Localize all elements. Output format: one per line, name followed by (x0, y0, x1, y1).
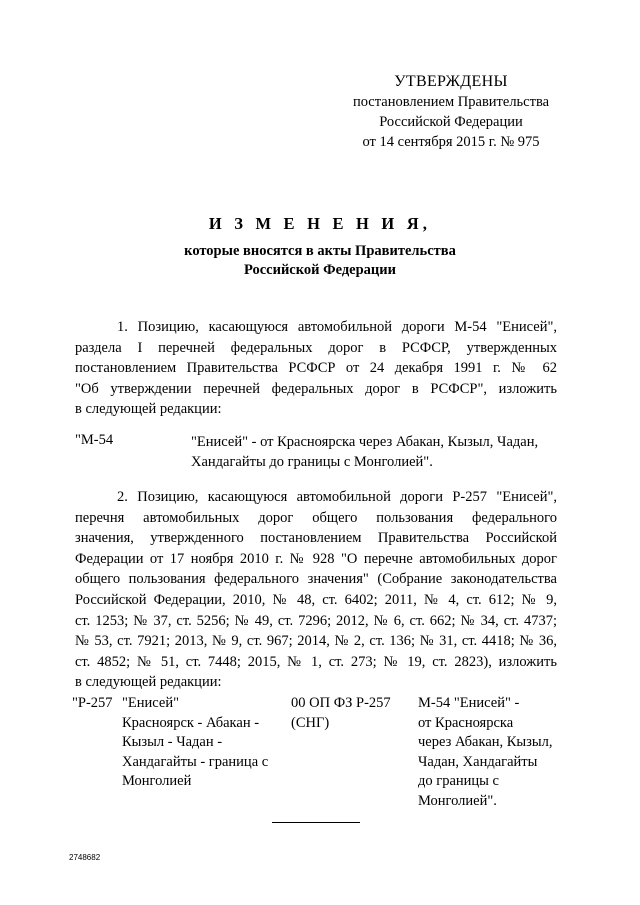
road-table-code: "Р-257 (72, 695, 113, 711)
road-description-line: "Енисей" - от Красноярска через Абакан, Кызыл, Чадан, (191, 434, 539, 450)
road-old-line: от Красноярска (418, 714, 514, 731)
road-name-line: Хандагайты - граница с (122, 753, 269, 770)
paragraph-line: значения, утвержденного постановлением Правительства Российской (75, 530, 557, 547)
heading-subtitle: Российской Федерации (243, 262, 396, 278)
document-heading (0, 212, 640, 280)
paragraph-line: постановлением Правительства РСФСР от 24 декабря 1991 г. № 62 (75, 360, 557, 377)
paragraph-line: № 53, ст. 7921; 2013, № 9, ст. 967; 2014, № 2, ст. 136; № 31, ст. 4418; № 36, (75, 633, 557, 650)
road-ident-line: 00 ОП ФЗ Р-257 (291, 695, 391, 711)
paragraph-line: Российской Федерации, 2010, № 48, ст. 6402; 2011, № 4, ст. 612; № 9, (75, 591, 557, 608)
paragraph-line: "Об утверждении перечней федеральных дорог в РСФСР", изложить (75, 380, 557, 397)
approval-line: постановлением Правительства (352, 94, 550, 110)
paragraph-line: 2. Позицию, касающуюся автомобильной дороги Р-257 "Енисей", (117, 489, 557, 505)
road-table-old-name (418, 694, 568, 811)
road-old-line: до границы с (418, 773, 499, 789)
paragraph-line: перечня автомобильных дорог общего пользования федерального (75, 509, 557, 526)
heading-subtitle: которые вносятся в акты Правительства (184, 243, 456, 259)
road-old-line: М-54 "Енисей" - (418, 695, 520, 711)
road-description-line: Хандагайты до границы с Монголией". (191, 454, 433, 470)
heading-title: И З М Е Н Е Н И Я, (208, 214, 432, 233)
road-code: "М-54 (75, 432, 114, 448)
approval-line: Российской Федерации (379, 114, 523, 130)
paragraph-line: 1. Позицию, касающуюся автомобильной дороги М-54 "Енисей", (117, 319, 557, 335)
closing-rule (272, 822, 360, 823)
road-description (191, 432, 571, 472)
paragraph-line: в следующей редакции: (75, 674, 222, 691)
paragraph-line: Федерации от 17 ноября 2010 г. № 928 "О перечне автомобильных дорог (75, 550, 557, 567)
road-old-line: Чадан, Хандагайты (418, 753, 538, 770)
road-name-line: Кызыл - Чадан - (122, 734, 223, 750)
document-code: 2748682 (69, 853, 101, 862)
road-old-line: через Абакан, Кызыл, (418, 734, 553, 750)
approval-word: УТВЕРЖДЕНЫ (394, 73, 508, 90)
paragraph-2 (75, 487, 557, 693)
paragraph-1 (75, 317, 557, 420)
approval-line: от 14 сентября 2015 г. № 975 (362, 134, 540, 150)
paragraph-line: общего пользования федерального значения" (Собрание законодательства (75, 571, 557, 588)
road-table-name (122, 694, 282, 792)
road-table-ident (291, 694, 411, 733)
road-ident-line: (СНГ) (291, 714, 330, 731)
paragraph-line: ст. 1253; № 37, ст. 5256; № 49, ст. 7296; 2012, № 6, ст. 662; № 34, ст. 4737; (75, 612, 557, 629)
paragraph-line: в следующей редакции: (75, 401, 222, 418)
road-name-line: Монголией (122, 773, 192, 789)
approval-block (340, 72, 562, 152)
paragraph-line: ст. 4852; № 51, ст. 7448; 2015, № 1, ст. 273; № 19, ст. 2823), изложить (75, 653, 557, 670)
road-name-line: "Енисей" (122, 695, 180, 711)
road-old-line: Монголией". (418, 792, 497, 809)
paragraph-line: раздела I перечней федеральных дорог в РСФСР, утвержденных (75, 339, 557, 356)
road-name-line: Красноярск - Абакан - (122, 714, 260, 731)
